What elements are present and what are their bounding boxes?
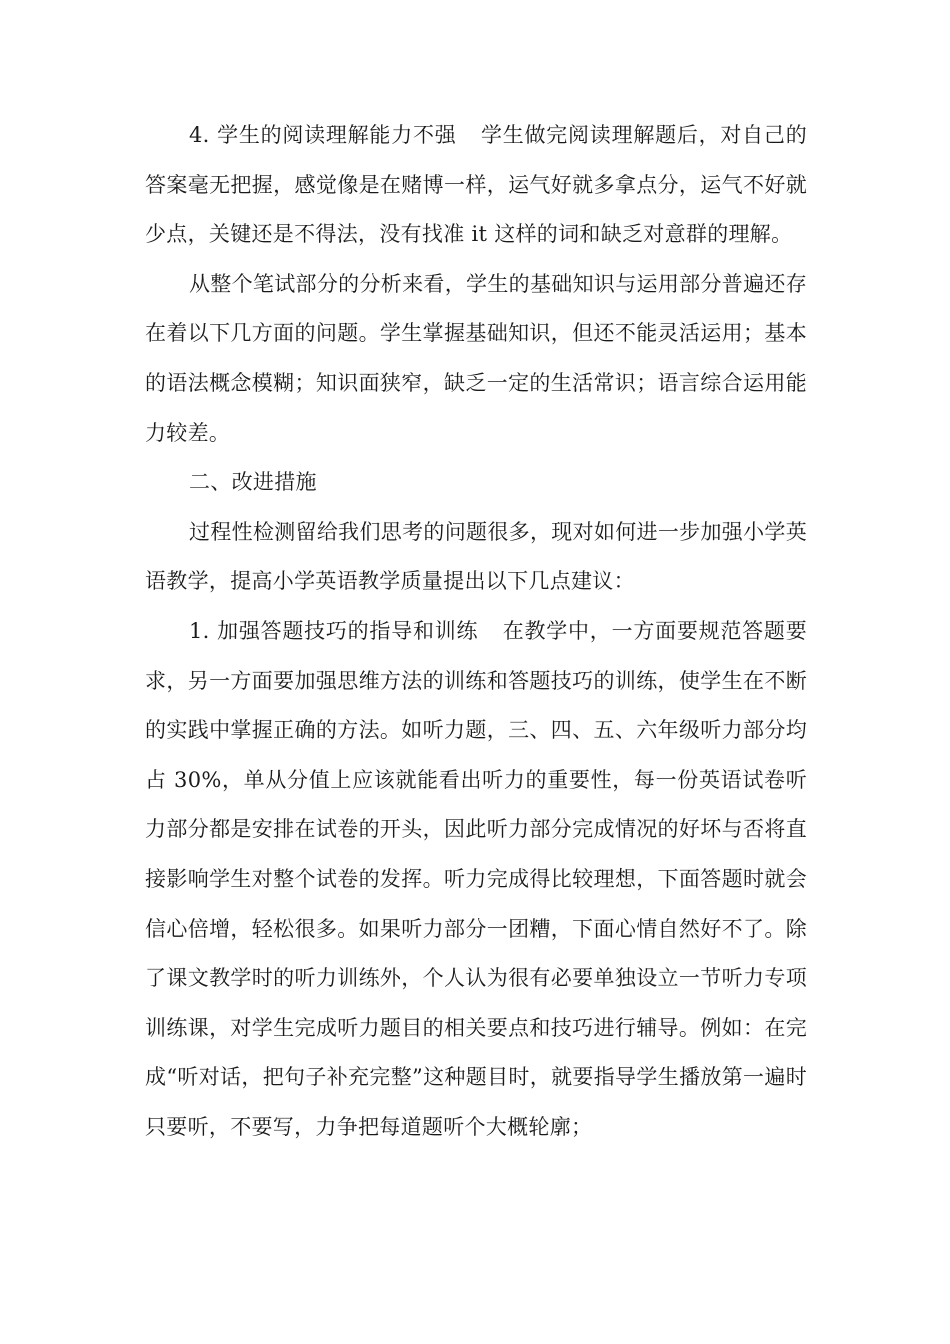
paragraph-text: 过程性检测留给我们思考的问题很多，现对如何进一步加强小学英语教学，提高小学英语教学质量提出以下几点建议： — [145, 519, 807, 594]
paragraph-heading: 1. 加强答题技巧的指导和训练 — [189, 618, 479, 643]
section-heading-improvement — [145, 458, 807, 508]
paragraph-written-analysis — [145, 260, 807, 458]
document-page — [145, 111, 807, 1152]
paragraph-text: 从整个笔试部分的分析来看，学生的基础知识与运用部分普遍还存在着以下几方面的问题。学生掌握基础知识，但还不能灵活运用；基本的语法概念模糊；知识面狭窄，缺乏一定的生活常识；语言综合运用能力较差。 — [145, 271, 807, 445]
paragraph-heading: 4. 学生的阅读理解能力不强 — [189, 123, 457, 147]
paragraph-reading-comprehension — [145, 111, 807, 260]
paragraph-answering-skills — [145, 607, 807, 1153]
paragraph-text: 在教学中，一方面要规范答题要求，另一方面要加强思维方法的训练和答题技巧的训练，使学生在不断的实践中掌握正确的方法。如听力题，三、四、五、六年级听力部分均占 30%，单从分值上应该就能看出听力的重要性，每一份英语试卷听力部分都是安排在试卷的开头，因此听力部分完成情况的好坏与否将直接影响学生对整个试卷的发挥。听力完成得比较理想，下面答题时就会信心倍增，轻松很多。如果听力部分一团糟，下面心情自然好不了。除了课文教学时的听力训练外，个人认为很有必要单独设立一节听力专项训练课，对学生完成听力题目的相关要点和技巧进行辅导。例如：在完成“听对话，把句子补充完整”这种题目时，就要指导学生播放第一遍时只要听，不要写，力争把每道题听个大概轮廓； — [145, 618, 808, 1139]
paragraph-suggestions-intro — [145, 508, 807, 607]
section-heading: 二、改进措施 — [189, 470, 317, 495]
paragraph-text: 学生做完阅读理解题后，对自己的答案毫无把握，感觉像是在赌博一样，运气好就多拿点分，运气不好就少点，关键还是不得法，没有找准 it 这样的词和缺乏对意群的理解。 — [145, 123, 808, 247]
